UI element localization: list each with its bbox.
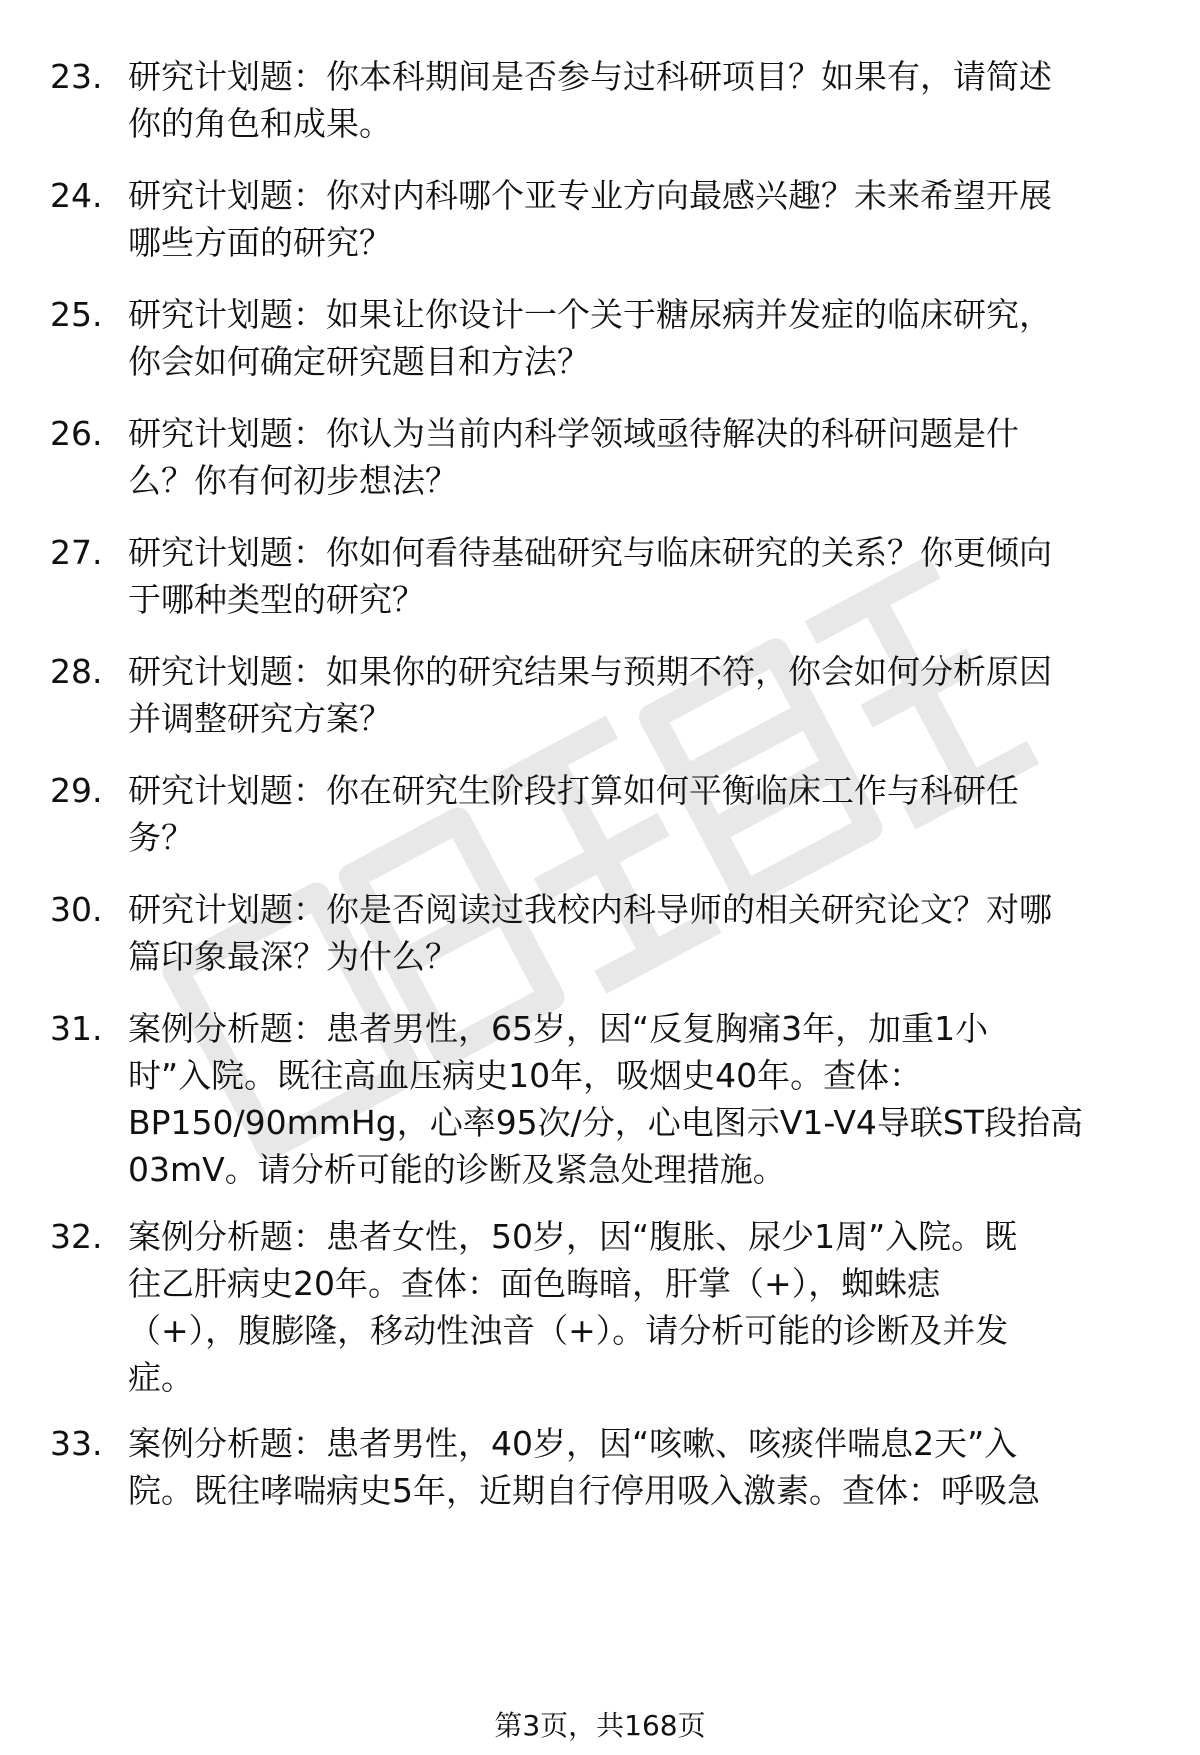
question-text: 案例分析题：患者女性，50岁，因“腹胀、尿少1周”入院。既 往乙肝病史20年。查体：面色晦暗，肝掌（+），蜘蛛痣 （+），腹膨隆，移动性浊音（+）。请分析可能的诊断及并发 症。	[128, 1217, 1018, 1397]
question-text: 研究计划题：你是否阅读过我校内科导师的相关研究论文？对哪 篇印象最深？为什么？	[128, 890, 1052, 976]
question-item	[50, 886, 1160, 980]
page-footer: 第3页，共168页	[494, 1709, 706, 1742]
question-number: 28.	[50, 652, 103, 691]
question-text: 研究计划题：你在研究生阶段打算如何平衡临床工作与科研任 务？	[128, 771, 1019, 857]
question-item	[50, 291, 1160, 385]
question-item	[50, 410, 1160, 504]
question-item	[50, 1005, 1160, 1193]
question-number: 26.	[50, 414, 103, 453]
question-item	[50, 1213, 1160, 1401]
question-text: 案例分析题：患者男性，65岁，因“反复胸痛3年，加重1小 时”入院。既往高血压病史10年，吸烟史40年。查体： BP150/90mmHg，心率95次/分，心电图示V1-V4导联ST段抬高 03mV。请分析可能的诊断及紧急处理措施。	[128, 1009, 1084, 1189]
question-number: 27.	[50, 533, 103, 572]
question-item	[50, 529, 1160, 623]
question-text: 研究计划题：你认为当前内科学领域亟待解决的科研问题是什 么？你有何初步想法？	[128, 414, 1019, 500]
question-number: 33.	[50, 1424, 103, 1463]
question-number: 29.	[50, 771, 103, 810]
question-number: 30.	[50, 890, 103, 929]
question-item	[50, 767, 1160, 861]
question-text: 研究计划题：你如何看待基础研究与临床研究的关系？你更倾向 于哪种类型的研究？	[128, 533, 1052, 619]
question-number: 23.	[50, 57, 103, 96]
question-text: 案例分析题：患者男性，40岁，因“咳嗽、咳痰伴喘息2天”入 院。既往哮喘病史5年，近期自行停用吸入激素。查体：呼吸急	[128, 1424, 1040, 1510]
question-text: 研究计划题：你对内科哪个亚专业方向最感兴趣？未来希望开展 哪些方面的研究？	[128, 176, 1052, 262]
question-item	[50, 648, 1160, 742]
question-number: 25.	[50, 295, 103, 334]
question-item	[50, 1420, 1160, 1514]
question-item	[50, 53, 1160, 147]
question-text: 研究计划题：如果你的研究结果与预期不符，你会如何分析原因 并调整研究方案？	[128, 652, 1052, 738]
question-number: 31.	[50, 1009, 103, 1048]
question-number: 32.	[50, 1217, 103, 1256]
question-number: 24.	[50, 176, 103, 215]
question-item	[50, 172, 1160, 266]
question-text: 研究计划题：如果让你设计一个关于糖尿病并发症的临床研究， 你会如何确定研究题目和方法？	[128, 295, 1052, 381]
question-text: 研究计划题：你本科期间是否参与过科研项目？如果有，请简述 你的角色和成果。	[128, 57, 1052, 143]
